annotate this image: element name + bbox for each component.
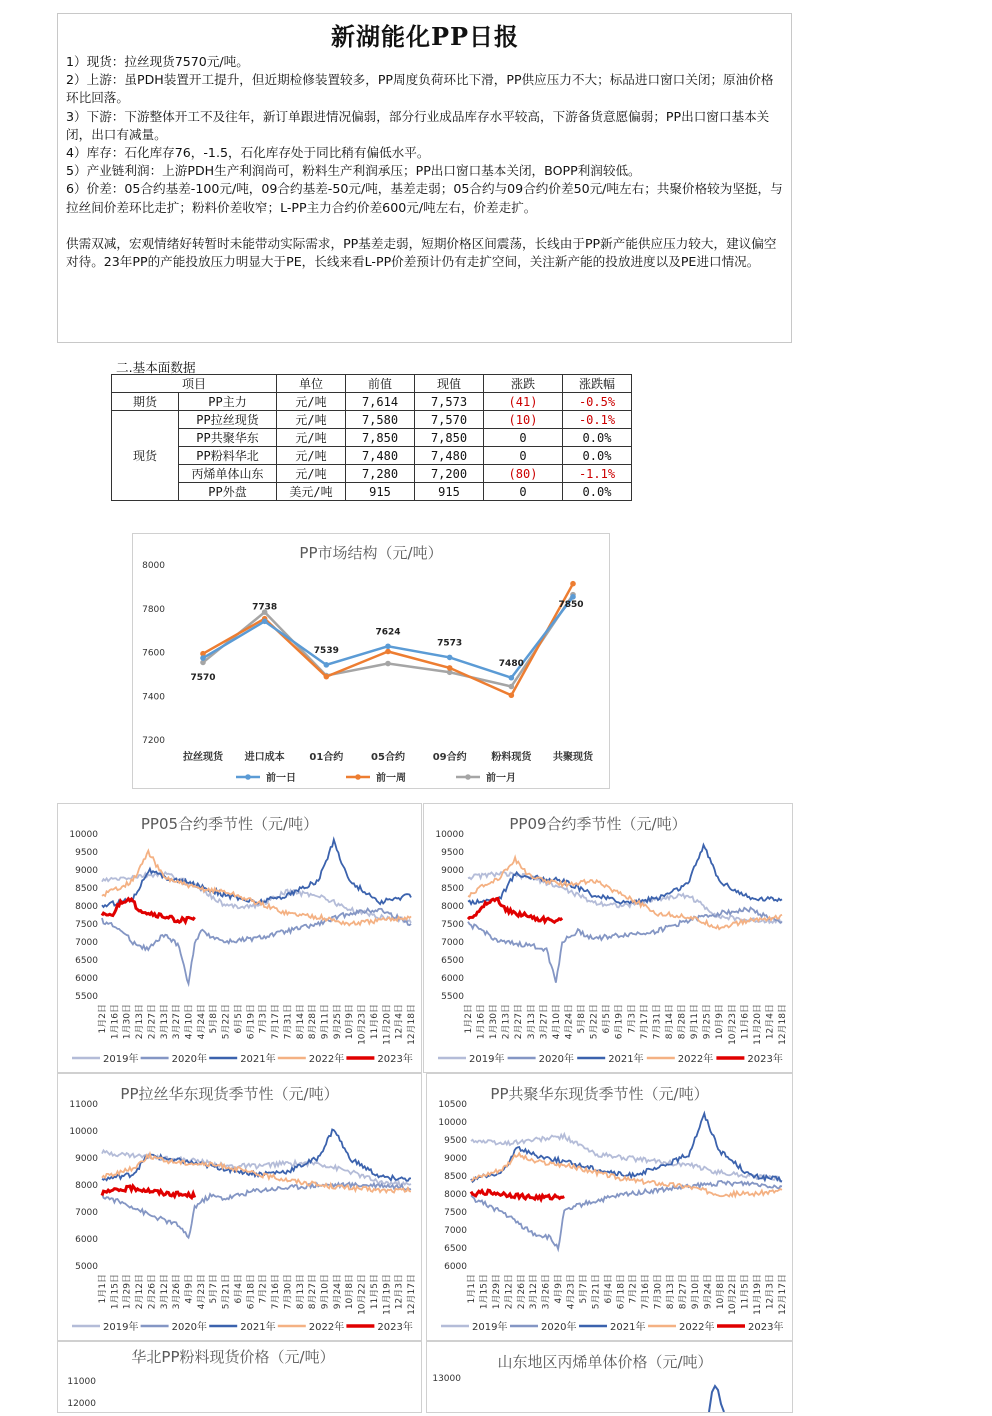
x-tick-label: 12月17日 [778,1274,788,1315]
x-tick-label: 5月21日 [221,1274,232,1310]
series-point [447,655,453,661]
row-prev: 7,850 [346,429,415,447]
legend-label: 2023年 [377,1054,413,1065]
pp-raffia-seasonal-chart [57,1073,422,1341]
data-label: 7570 [190,673,216,684]
x-tick-label: 9月11日 [690,1004,701,1040]
row-unit: 元/吨 [277,411,346,429]
y-tick-label: 10000 [69,830,98,840]
y-tick-label: 7500 [441,920,464,930]
y-tick-label: 7400 [142,692,165,703]
row-item: PP共聚华东 [179,429,277,447]
x-tick-label: 7月2日 [628,1274,639,1304]
legend-label: 2021年 [608,1054,644,1065]
x-tick-label: 09合约 [432,752,467,763]
pp-raffia-seasonal-svg [58,1074,421,1340]
pp05-seasonal-svg [58,804,421,1072]
x-tick-label: 11月6日 [740,1004,751,1040]
x-tick-label: 2月27日 [514,1004,525,1040]
series-point [324,674,330,680]
frame-bottom [57,342,792,343]
y-tick-label: 10000 [435,830,464,840]
x-tick-label: 12月18日 [407,1004,417,1045]
series-point [570,594,576,600]
x-tick-label: 5月22日 [221,1004,232,1040]
x-tick-label: 7月31日 [283,1004,294,1040]
header-pct: 涨跌幅 [563,375,632,393]
pp09-seasonal-svg [424,804,792,1072]
x-tick-label: 1月29日 [122,1274,133,1310]
x-tick-label: 6月5日 [602,1004,613,1034]
x-tick-label: 6月18日 [616,1274,627,1310]
y-tick-label: 6000 [75,1235,98,1245]
x-tick-label: 4月24日 [196,1004,207,1040]
y-tick-label: 8000 [75,902,98,912]
x-tick-label: 3月12日 [159,1274,170,1310]
x-tick-label: 9月24日 [703,1274,714,1310]
header-unit: 单位 [277,375,346,393]
x-tick-label: 4月10日 [551,1004,562,1040]
x-tick-label: 11月19日 [753,1274,764,1315]
x-tick-label: 7月16日 [641,1274,652,1310]
x-tick-label: 4月9日 [184,1274,195,1304]
legend-label: 2022年 [679,1322,715,1333]
row-item: 丙烯单体山东 [179,465,277,483]
x-tick-label: 7月3日 [627,1004,638,1034]
report-body [66,53,784,271]
legend-label: 2020年 [171,1322,208,1333]
table-row [112,393,632,411]
x-tick-label: 7月17日 [271,1004,282,1040]
row-pct: 0.0% [563,483,632,501]
x-tick-label: 2月26日 [516,1274,527,1310]
row-curr: 915 [415,483,484,501]
x-tick-label: 8月13日 [295,1274,306,1310]
x-tick-label: 10月23日 [357,1004,368,1045]
legend-label: 2023年 [747,1054,783,1065]
series-point [262,619,268,625]
row-pct: 0.0% [563,429,632,447]
legend-label: 2020年 [541,1322,577,1333]
x-tick-label: 4月10日 [184,1004,195,1040]
x-tick-label: 8月13日 [666,1274,677,1310]
x-tick-label: 1月15日 [110,1274,121,1310]
data-label: 7480 [498,658,524,669]
legend-label: 2022年 [677,1054,714,1065]
x-tick-label: 1月30日 [489,1004,500,1040]
series-line [102,899,195,922]
legend-label: 2023年 [748,1322,784,1333]
y-tick-label: 8000 [444,1190,467,1200]
y-tick-label: 9000 [75,1154,98,1164]
row-unit: 元/吨 [277,393,346,411]
series-point [509,684,515,690]
legend-label: 2022年 [308,1322,345,1333]
row-pct: -0.5% [563,393,632,411]
x-tick-label: 3月26日 [172,1274,183,1310]
series-point [385,643,391,649]
x-tick-label: 8月14日 [664,1004,675,1040]
row-prev: 7,280 [346,465,415,483]
x-tick-label: 5月8日 [577,1004,588,1034]
x-tick-label: 7月16日 [271,1274,282,1310]
x-tick-label: 2月12日 [504,1274,515,1310]
x-tick-label: 8月28日 [677,1004,688,1040]
propylene-price-chart [426,1341,793,1413]
x-tick-label: 7月17日 [639,1004,650,1040]
x-tick-label: 01合约 [309,752,344,763]
data-label: 7539 [313,645,339,656]
x-tick-label: 12月4日 [394,1004,405,1040]
x-tick-label: 2月12日 [135,1274,146,1310]
row-prev: 7,480 [346,447,415,465]
x-tick-label: 2月13日 [501,1004,512,1040]
frame-top [57,13,792,14]
market-structure-svg [133,534,609,788]
x-tick-label: 7月31日 [652,1004,663,1040]
row-item: PP拉丝现货 [179,411,277,429]
series-point [200,655,206,661]
x-tick-label: 8月27日 [678,1274,689,1310]
x-tick-label: 5月7日 [578,1274,589,1304]
paragraph-spot: 1）现货：拉丝现货7570元/吨。 [66,54,249,69]
pp-copolymer-seasonal-svg [427,1074,792,1340]
x-tick-label: 进口成本 [244,752,285,763]
series-line [471,1181,782,1249]
row-prev: 915 [346,483,415,501]
pp-copolymer-seasonal-chart [426,1073,793,1341]
y-tick-label: 6000 [75,974,98,984]
chart-title: PP拉丝华东现货季节性（元/吨） [120,1085,339,1103]
row-item: PP主力 [179,393,277,411]
y-tick-label: 12000 [67,1399,96,1409]
frame-left [57,13,58,343]
y-tick-label: 8000 [142,561,165,571]
x-tick-label: 7月2日 [258,1274,269,1304]
x-tick-label: 2月13日 [135,1004,146,1040]
row-unit: 元/吨 [277,429,346,447]
y-tick-label: 8500 [75,884,98,894]
x-tick-label: 1月30日 [122,1004,133,1040]
legend-label: 2020年 [538,1054,575,1065]
x-tick-label: 5月22日 [589,1004,600,1040]
row-item: PP外盘 [179,483,277,501]
legend-label: 2022年 [308,1054,345,1065]
x-tick-label: 10月9日 [345,1004,356,1040]
series-point [509,692,515,698]
x-tick-label: 拉丝现货 [183,752,223,763]
y-tick-label: 8000 [441,902,464,912]
x-tick-label: 8月27日 [308,1274,319,1310]
y-tick-label: 10000 [69,1127,98,1137]
legend-marker [355,774,361,780]
x-tick-label: 7月30日 [653,1274,664,1310]
paragraph-downstream: 3）下游：下游整体开工不及往年，新订单跟进情况偏弱，部分行业成品库存水平较高，下游备货意愿偏弱；PP出口窗口基本关闭，出口有减量。 [66,108,770,142]
chart-title: PP共聚华东现货季节性（元/吨） [490,1085,709,1103]
y-tick-label: 7800 [142,604,165,615]
x-tick-label: 1月2日 [464,1004,474,1034]
series-point [570,581,576,587]
y-tick-label: 8500 [444,1172,467,1182]
paragraph-spread: 6）价差：05合约基差-100元/吨，09合约基差-50元/吨，基差走弱；05合约与09合约价差50元/吨左右；共聚价格较为坚挺，与拉丝间价差环比走扩；粉料价差收窄；L-PP主力合约价差600元/吨左右，价差走扩。 [66,181,783,215]
row-pct: -0.1% [563,411,632,429]
row-curr: 7,480 [415,447,484,465]
series-point [447,665,453,671]
legend-label: 前一周 [376,773,406,784]
header-prev: 前值 [346,375,415,393]
row-item: PP粉料华北 [179,447,277,465]
legend-label: 2019年 [103,1322,139,1333]
x-tick-label: 12月3日 [394,1274,405,1310]
paragraph-upstream: 2）上游：虽PDH装置开工提升，但近期检修装置较多，PP周度负荷环比下滑，PP供应压力不大；标品进口窗口关闭；原油价格环比回落。 [66,72,774,106]
y-tick-label: 10000 [438,1118,467,1128]
x-tick-label: 4月23日 [566,1274,577,1310]
series-point [324,662,330,668]
x-tick-label: 10月23日 [727,1004,738,1045]
row-prev: 7,614 [346,393,415,411]
header-item: 项目 [112,375,277,393]
x-tick-label: 12月4日 [765,1004,776,1040]
x-tick-label: 1月2日 [98,1004,108,1034]
fundamentals-table [111,374,632,501]
x-tick-label: 05合约 [371,752,405,763]
header-curr: 现值 [415,375,484,393]
x-tick-label: 6月18日 [246,1274,257,1310]
y-tick-label: 9500 [444,1136,467,1146]
y-tick-label: 7000 [75,938,98,948]
data-label: 7573 [437,638,463,649]
series-point [385,661,391,667]
section-title: 二.基本面数据 [116,360,196,375]
chart-title: PP05合约季节性（元/吨） [140,815,319,833]
x-tick-label: 6月4日 [603,1274,614,1304]
x-tick-label: 9月10日 [320,1274,331,1310]
row-curr: 7,573 [415,393,484,411]
x-tick-label: 3月13日 [526,1004,537,1040]
x-tick-label: 10月9日 [715,1004,726,1040]
paragraph-profit: 5）产业链利润：上游PDH生产利润尚可，粉料生产利润承压；PP出口窗口基本关闭，BOPP利润较低。 [66,163,641,179]
series-line [471,1190,564,1199]
row-chg: 0 [484,447,563,465]
row-chg: (80) [484,465,563,483]
y-tick-label: 9000 [444,1154,467,1164]
row-prev: 7,580 [346,411,415,429]
y-tick-label: 7000 [75,1208,98,1218]
row-unit: 元/吨 [277,465,346,483]
pp09-seasonal-chart [423,803,793,1073]
legend-label: 2021年 [240,1322,276,1333]
row-pct: 0.0% [563,447,632,465]
y-tick-label: 8000 [75,1181,98,1191]
x-tick-label: 11月6日 [369,1004,380,1040]
x-tick-label: 10月22日 [728,1274,739,1315]
x-tick-label: 粉料现货 [491,752,532,763]
row-unit: 元/吨 [277,447,346,465]
pp-powder-price-chart [57,1341,422,1413]
row-curr: 7,850 [415,429,484,447]
x-tick-label: 12月18日 [778,1004,788,1045]
legend-label: 2019年 [103,1054,139,1065]
x-tick-label: 1月16日 [110,1004,121,1040]
x-tick-label: 2月26日 [147,1274,158,1310]
data-label: 7624 [375,627,401,638]
legend-label: 前一月 [486,773,516,784]
table-row [112,483,632,501]
y-tick-label: 11000 [67,1377,96,1387]
report-title: 新湖能化PP日报 [330,22,520,51]
x-tick-label: 1月29日 [491,1274,502,1310]
y-tick-label: 5500 [441,992,464,1002]
pp-powder-price-svg [58,1342,421,1412]
table-row [112,411,632,429]
legend-marker [465,774,471,780]
y-tick-label: 5000 [75,1262,98,1272]
y-tick-label: 7600 [142,648,165,659]
chart-title: 华北PP粉料现货价格（元/吨） [131,1348,335,1366]
table-row [112,465,632,483]
row-pct: -1.1% [563,465,632,483]
y-tick-label: 9500 [441,848,464,858]
legend-label: 2019年 [472,1322,508,1333]
data-label: 7738 [252,602,278,613]
x-tick-label: 5月8日 [209,1004,220,1034]
series-point [509,675,515,681]
legend-marker [245,774,251,780]
chart-title: PP09合约季节性（元/吨） [509,815,687,833]
y-tick-label: 9000 [441,866,464,876]
group-spot: 现货 [112,411,179,501]
row-chg: (10) [484,411,563,429]
x-tick-label: 12月17日 [407,1274,417,1315]
y-tick-label: 6500 [444,1244,467,1254]
x-tick-label: 9月11日 [320,1004,331,1040]
x-tick-label: 3月13日 [159,1004,170,1040]
frame-right [791,13,792,343]
series-line [102,1186,195,1198]
series-line [471,1114,782,1182]
x-tick-label: 10月22日 [357,1274,368,1315]
y-tick-label: 9000 [75,866,98,876]
y-tick-label: 7500 [75,920,98,930]
y-tick-label: 5500 [75,992,98,1002]
y-tick-label: 6000 [441,974,464,984]
x-tick-label: 9月25日 [702,1004,713,1040]
legend-label: 2023年 [377,1322,413,1333]
x-tick-label: 4月24日 [564,1004,575,1040]
x-tick-label: 4月9日 [554,1274,565,1304]
x-tick-label: 7月3日 [258,1004,269,1034]
x-tick-label: 9月24日 [332,1274,343,1310]
legend-label: 2020年 [171,1054,208,1065]
x-tick-label: 9月25日 [332,1004,343,1040]
row-curr: 7,200 [415,465,484,483]
y-tick-label: 6500 [75,956,98,966]
x-tick-label: 11月19日 [382,1274,393,1315]
data-label: 7850 [558,599,584,610]
x-tick-label: 8月28日 [308,1004,319,1040]
table-row [112,447,632,465]
row-chg: 0 [484,483,563,501]
x-tick-label: 6月19日 [614,1004,625,1040]
x-tick-label: 5月21日 [591,1274,602,1310]
chart-title: PP市场结构（元/吨） [299,544,443,562]
x-tick-label: 10月8日 [345,1274,356,1310]
x-tick-label: 11月5日 [740,1274,751,1310]
x-tick-label: 5月7日 [209,1274,220,1304]
y-tick-label: 9500 [75,848,98,858]
table-row [112,429,632,447]
x-tick-label: 12月3日 [765,1274,776,1310]
table-header-row [112,375,632,393]
x-tick-label: 1月15日 [479,1274,490,1310]
x-tick-label: 6月19日 [246,1004,257,1040]
x-tick-label: 7月30日 [283,1274,294,1310]
y-tick-label: 11000 [69,1100,98,1110]
x-tick-label: 1月1日 [467,1274,477,1304]
x-tick-label: 11月5日 [369,1274,380,1310]
x-tick-label: 3月27日 [539,1004,550,1040]
propylene-price-svg [427,1342,792,1412]
x-tick-label: 3月27日 [172,1004,183,1040]
y-tick-label: 7200 [142,736,165,746]
series-line [102,909,411,984]
paragraph-inventory: 4）库存：石化库存76，-1.5，石化库存处于同比稍有偏低水平。 [66,145,430,161]
legend-label: 2021年 [240,1054,276,1065]
legend-label: 前一日 [266,773,296,784]
legend-label: 2021年 [610,1322,646,1333]
market-structure-chart [132,533,610,789]
x-tick-label: 10月8日 [715,1274,726,1310]
y-tick-label: 6500 [441,956,464,966]
x-tick-label: 9月10日 [690,1274,701,1310]
x-tick-label: 1月16日 [476,1004,487,1040]
row-chg: 0 [484,429,563,447]
x-tick-label: 2月27日 [147,1004,158,1040]
x-tick-label: 1月1日 [98,1274,108,1304]
row-chg: (41) [484,393,563,411]
y-tick-label: 7500 [444,1208,467,1218]
x-tick-label: 11月20日 [382,1004,393,1045]
y-tick-label: 13000 [432,1374,461,1384]
y-tick-label: 6000 [444,1262,467,1272]
x-tick-label: 11月20日 [752,1004,763,1045]
x-tick-label: 3月12日 [529,1274,540,1310]
x-tick-label: 4月23日 [196,1274,207,1310]
y-tick-label: 8500 [441,884,464,894]
row-curr: 7,570 [415,411,484,429]
paragraph-summary: 供需双减，宏观情绪好转暂时未能带动实际需求，PP基差走弱，短期价格区间震荡，长线由于PP新产能供应压力较大，建议偏空对待。23年PP的产能投放压力明显大于PE，长线来看L-PP价差预计仍有走扩空间，关注新产能的投放进度以及PE进口情况。 [66,235,777,270]
pp05-seasonal-chart [57,803,422,1073]
y-tick-label: 7000 [444,1226,467,1236]
header-chg: 涨跌 [484,375,563,393]
y-tick-label: 10500 [438,1100,467,1110]
chart-title: 山东地区丙烯单体价格（元/吨） [497,1353,713,1371]
x-tick-label: 6月5日 [233,1004,244,1034]
x-tick-label: 6月4日 [233,1274,244,1304]
legend-label: 2019年 [469,1054,505,1065]
series-line [709,1386,724,1412]
x-tick-label: 8月14日 [295,1004,306,1040]
y-tick-label: 7000 [441,938,464,948]
series-point [385,649,391,655]
group-futures: 期货 [112,393,179,411]
x-tick-label: 共聚现货 [553,752,593,763]
row-unit: 美元/吨 [277,483,346,501]
x-tick-label: 3月26日 [541,1274,552,1310]
